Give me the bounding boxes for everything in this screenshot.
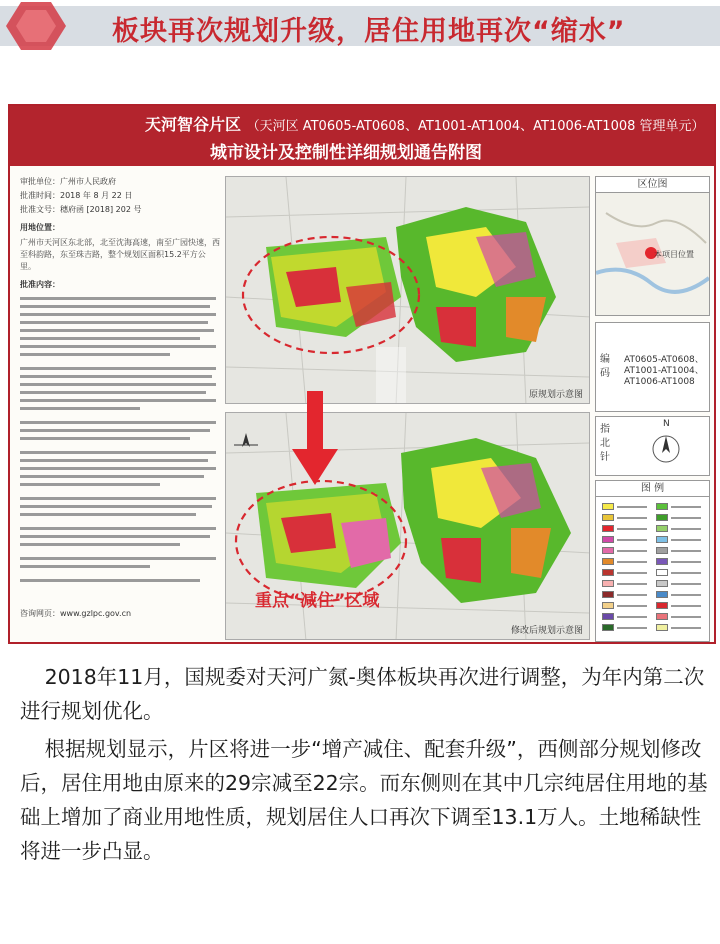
map-title-units: （天河区 AT0605-AT0608、AT1001-AT1004、AT1006-AT1008 管理单元） [246, 119, 705, 134]
legend-box [595, 480, 710, 642]
meta-approval-date: 批准时间：2018 年 8 月 22 日 [20, 191, 133, 200]
header-title: 板块再次规划升级，居住用地再次“缩水” [112, 16, 626, 47]
original-plan-label: 原规划示意图 [528, 390, 583, 400]
compass-icon [646, 427, 686, 467]
map-title-district: 天河智谷片区 [145, 115, 242, 134]
revised-plan-label: 修改后规划示意图 [510, 626, 583, 636]
planning-map-image [8, 104, 716, 644]
zone-caption: 重点“减住”区域 [255, 591, 380, 611]
article-paragraph: 2018年11月，国规委对天河广氮-奥体板块再次进行调整，为年内第二次进行规划优化。 [20, 665, 705, 723]
approval-text-column [20, 176, 220, 636]
approval-fine-print [20, 295, 220, 595]
location-box [595, 176, 710, 316]
map-title-band [10, 106, 714, 166]
plan-maps [225, 176, 590, 642]
article-body [20, 660, 710, 872]
north-label: 指北针 [600, 424, 610, 463]
location-marker-label: 本项目位置 [654, 250, 694, 259]
north-letter: N [663, 419, 670, 429]
meta-approval-number: 批准文号：穗府函 [2018] 202 号 [20, 205, 142, 214]
location-heading: 区位图 [596, 177, 709, 193]
code-value: AT0605-AT0608、AT1001-AT1004、AT1006-AT1008 [624, 355, 704, 387]
arrow-down-icon [290, 391, 340, 486]
hexagon-logo-icon [6, 0, 66, 52]
legend-heading: 图 例 [596, 481, 709, 497]
article-paragraph: 根据规划显示，片区将进一步“增产减住、配套升级”，西侧部分规划修改后，居住用地由原来的29宗减至22宗。而东侧则在其中几宗纯居住用地的基础上增加了商业用地性质，规划居住人口再次下调至13.1万人。土地稀缺性将进一步凸显。 [20, 737, 708, 863]
land-scope-text: 广州市天河区东北部，北至沈海高速，南至广园快速，西至科韵路，东至珠吉路，整个规划区面积15.2平方公里。 [20, 238, 220, 271]
code-box [595, 322, 710, 412]
map-title-line2: 城市设计及控制性详细规划通告附图 [210, 143, 482, 163]
land-scope-heading: 用地位置： [20, 223, 60, 232]
north-box [595, 416, 710, 476]
code-label: 编码 [600, 354, 610, 379]
approval-heading: 批准内容： [20, 280, 60, 289]
map-title-line1 [145, 112, 705, 135]
contact-url: 咨询网页：www.gzlpc.gov.cn [20, 609, 132, 618]
original-plan-drawing [226, 177, 590, 404]
article-header [0, 0, 720, 50]
map-sidebar [595, 176, 710, 642]
meta-approval-unit: 审批单位：广州市人民政府 [20, 177, 116, 186]
original-plan-map [225, 176, 590, 404]
